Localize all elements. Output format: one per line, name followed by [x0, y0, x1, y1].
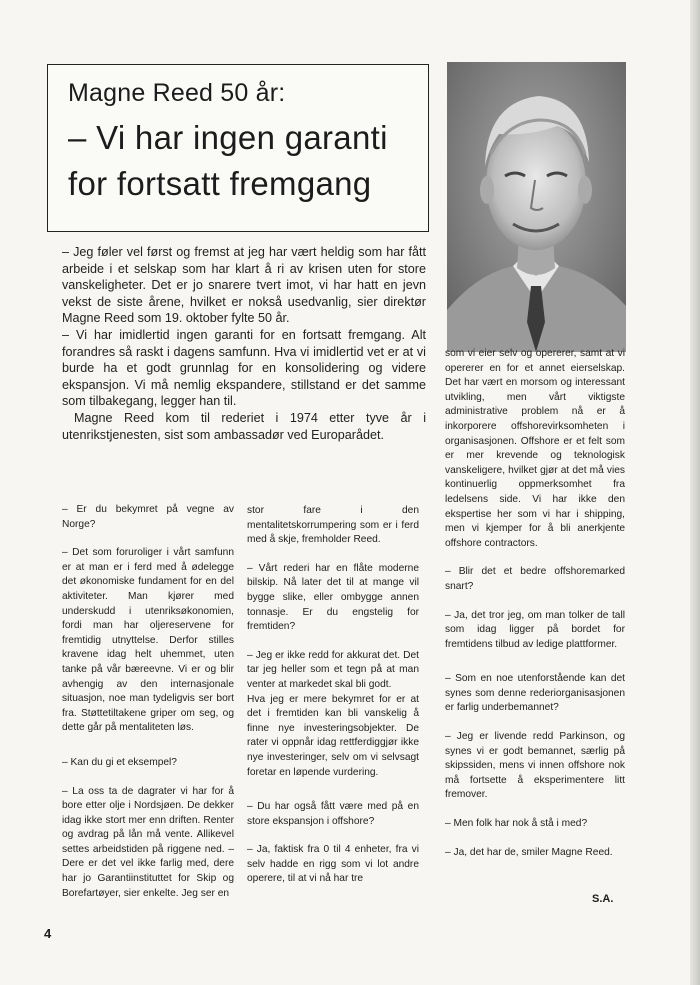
answer: stor fare i den mentalitetskorrumpering som er i ferd med å skje, fremholder Reed.	[247, 505, 419, 546]
portrait-illustration	[447, 62, 626, 352]
answer: – Ja, det tror jeg, om man tolker de tall som idag ligger på bordet for fremtidens tilbud av ledige plattformer.	[445, 609, 625, 650]
intro-paragraph: – Vi har imidlertid ingen garanti for en fortsatt fremgang. Alt forandres så raskt i dagens samfunn. Hva vi imidlertid vet er at vi burde ha et godt grunnlag for en konsolidering og videre ekspansjon. Vi må nemlig ekspandere, stillstand er det samme som tilbakegang, legger han til.	[62, 327, 426, 409]
question: – Vårt rederi har en flåte moderne bilskip. Nå later det til at mange vil bygge slike, eller ombygge annen tonnasje. Er du engstelig for fremtiden?	[247, 562, 419, 633]
question: – Er du bekymret på vegne av Norge?	[62, 504, 234, 530]
intro-text	[62, 244, 426, 443]
answer: – Ja, det har de, smiler Magne Reed.	[445, 846, 613, 858]
headline-main-continued: for fortsatt fremgang	[68, 165, 372, 202]
answer: – Jeg er livende redd Parkinson, og synes vi er godt bemannet, særlig på skipssiden, mens vi innen offshore nok må fortsette å eksperimentere litt fremover.	[445, 731, 625, 801]
answer: som vi eier selv og opererer, samt at vi opererer en for et annet eierselskap. Det har vært en morsom og interessant utvikling, men vårt viktigste administrative problem nå er å inkorporere offshorevirksomheten i organisasjonen. Offshore er et felt som er mer krevende og teknologisk vanskeligere, hvilket gjør at det må vies kontinuerlig oppmerksomhet fra ledelsens side. Vi har ikke den ekspertise her som vi har i shipping, men vi kjemper for å bli anerkjente offshore contractors.	[445, 348, 625, 549]
page-number: 4	[44, 926, 52, 941]
question: – Men folk har nok å stå i med?	[445, 818, 588, 830]
intro-paragraph: – Jeg føler vel først og fremst at jeg har vært heldig som har fått arbeide i et selskap som har klart å ri av krisen uten for store vanskeligheter. Det er jo snarere tvert imot, vi har hatt en jevn vekst de siste årene, hvilket er nokså usedvanlig, sier direktør Magne Reed som 19. oktober fylte 50 år.	[62, 245, 426, 326]
body-column-3	[445, 347, 625, 860]
portrait-photo	[447, 62, 626, 352]
headline-box	[47, 64, 429, 232]
answer: – Ja, faktisk fra 0 til 4 enheter, fra vi selv hadde en rigg som vi lot andre operere, til at vi nå har tre	[247, 844, 419, 885]
question: – Som en noe utenforstående kan det synes som denne rederiorganisasjonen er farlig underbemannet?	[445, 673, 625, 714]
question: – Du har også fått være med på en store ekspansjon i offshore?	[247, 801, 419, 827]
answer: Hva jeg er mere bekymret for er at det i fremtiden kan bli vanskelig å finne nye investeringsobjekter. De rater vi oppnår idag rettferdiggjør ikke nye investeringer, selv om vi selvsagt foretar en løpende vurdering.	[247, 693, 419, 778]
intro-paragraph: Magne Reed kom til rederiet i 1974 etter tyve år i utenrikstjenesten, sist som ambassadør ved Europarådet.	[62, 410, 426, 442]
question: – Kan du gi et eksempel?	[62, 756, 177, 768]
question: – Blir det et bedre offshoremarked snart?	[445, 566, 625, 592]
answer: – Det som foruroliger i vårt samfunn er at man er i ferd med å ødelegge det økonomiske fundament for en del aktiviteter. Man kjører med underskudd i utenriksøkonomien, fordi man har oljereservene for fremtidig utnyttelse. Derfor stilles kravene idag helt uhemmet, uten tanke på vår bæreevne. Vi er og blir avhengig av den internasjonale situasjon, noe man tydeligvis ser bort fra. Støttetiltakene griper om seg, og dette går på mentaliteten løs.	[62, 547, 234, 734]
headline-main: – Vi har ingen garanti	[68, 119, 388, 156]
headline-kicker: Magne Reed 50 år:	[68, 79, 286, 107]
author-signature: S.A.	[592, 893, 614, 905]
answer: – Jeg er ikke redd for akkurat det. Det tar jeg heller som et tegn på at man venter at markedet skal bli godt.	[247, 649, 419, 690]
page-edge-shadow	[690, 0, 700, 985]
answer: – La oss ta de dagrater vi har for å bore etter olje i Nordsjøen. De dekker idag ikke stort mer enn driften. Renter og avdrag på lån må vente. Allikevel settes arbeidstiden på riggene ned. – Dere er det vel ikke farlig med, dere har jo Garantiinstituttet for Skip og Borefartøyer, sier enkelte. Jeg ser en	[62, 785, 234, 899]
body-column-2	[247, 504, 419, 887]
body-column-1	[62, 503, 234, 901]
